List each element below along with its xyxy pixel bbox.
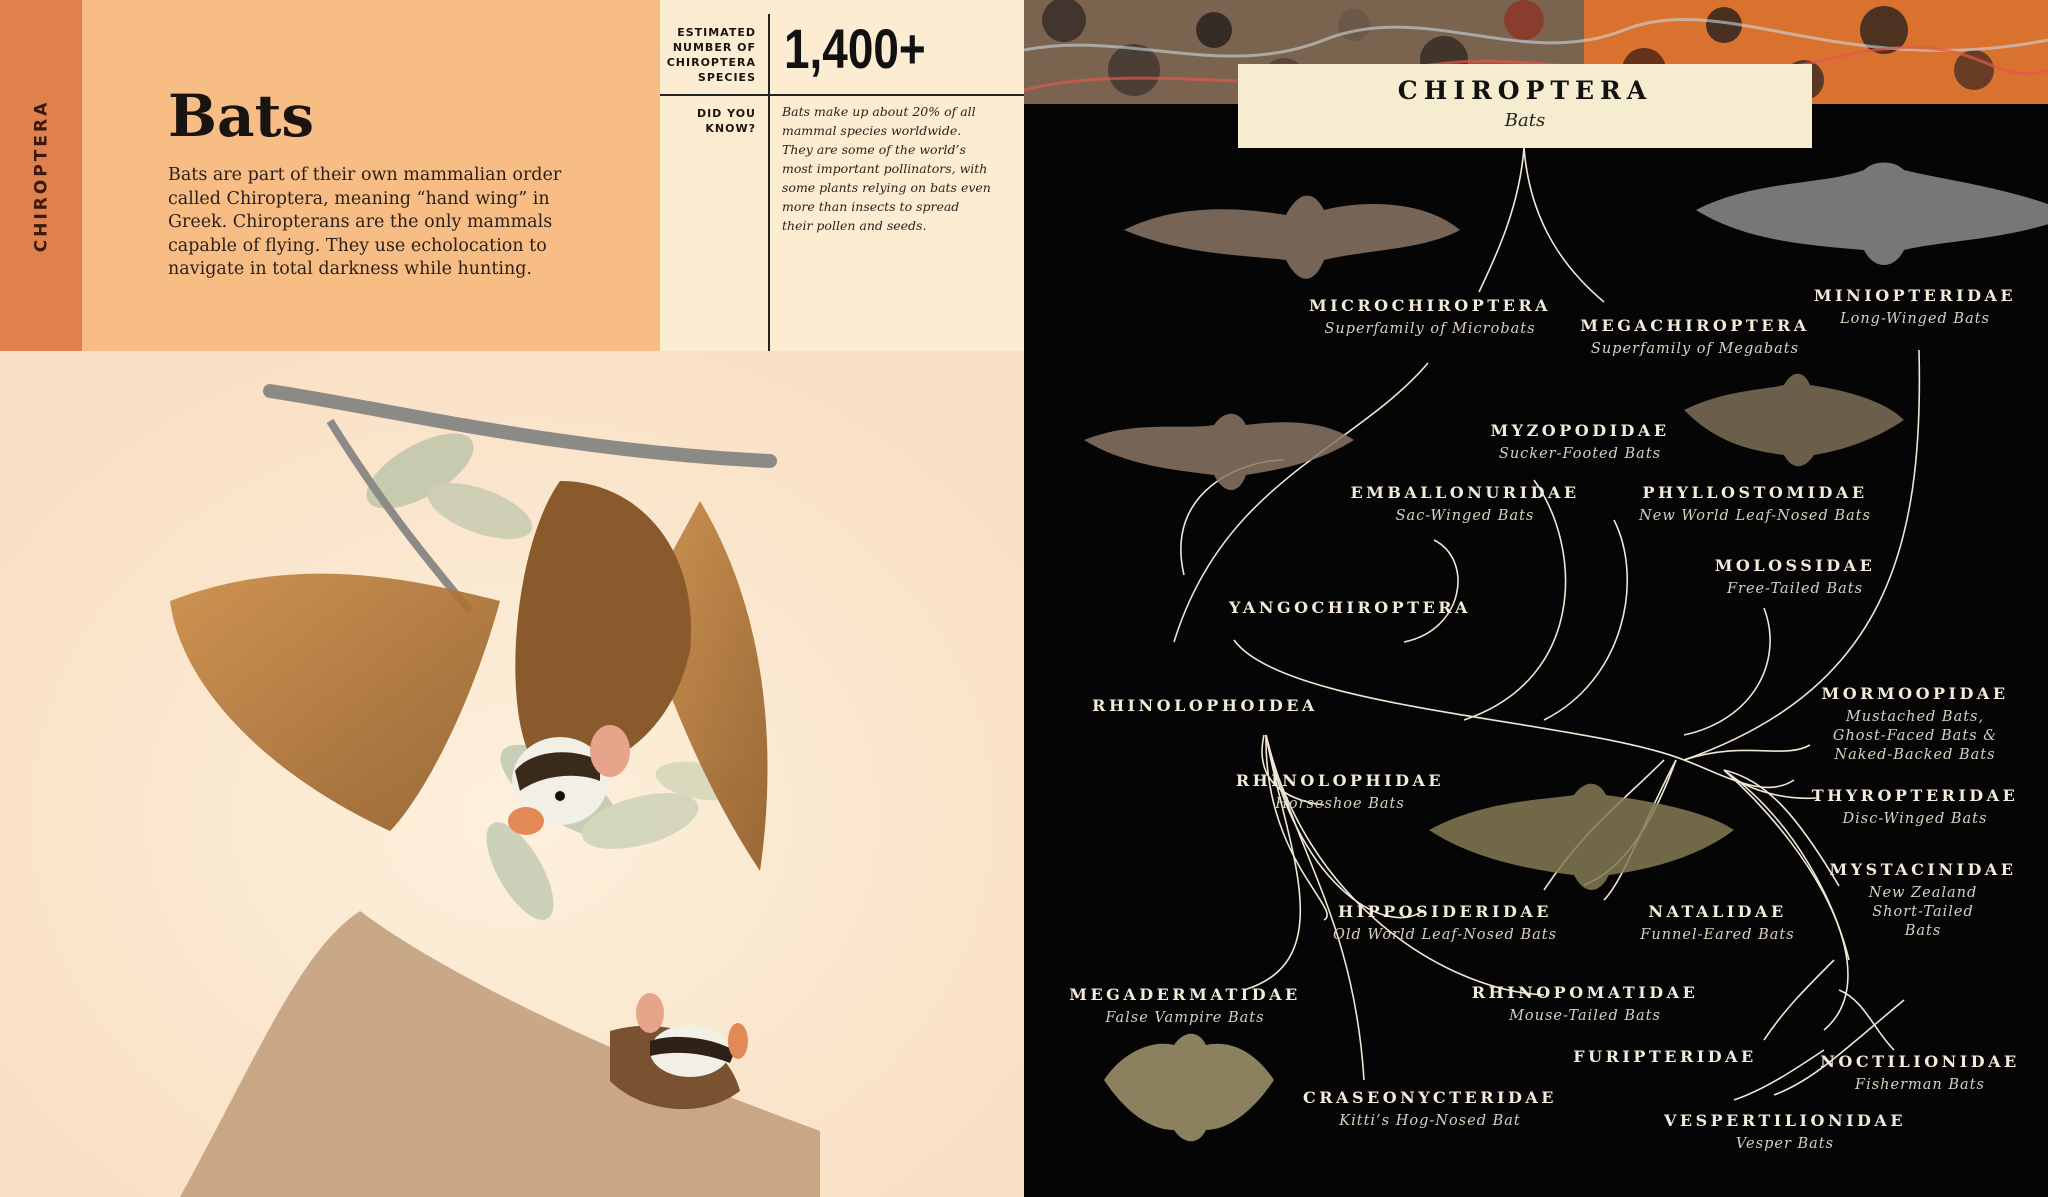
node-name: MOLOSSIDAE xyxy=(1714,556,1876,575)
node-name: YANGOCHIROPTERA xyxy=(1229,598,1471,617)
stat-label: ESTIMATED NUMBER OF CHIROPTERA SPECIES xyxy=(666,26,756,84)
node-vespertilionidae xyxy=(1650,1111,1920,1154)
header-title: CHIROPTERA xyxy=(1397,76,1653,105)
node-emballonuridae xyxy=(1340,483,1590,526)
side-tab-label: CHIROPTERA xyxy=(31,99,51,252)
node-common-name: Sac-Winged Bats xyxy=(1395,508,1535,524)
node-common-name: Superfamily of Megabats xyxy=(1590,341,1800,357)
node-common-name: Fisherman Bats xyxy=(1855,1077,1985,1093)
node-hipposideridae xyxy=(1305,902,1585,945)
fact-divider-vertical xyxy=(768,14,770,351)
node-megadermatidae xyxy=(1065,985,1305,1028)
node-name: CRASEONYCTERIDAE xyxy=(1303,1088,1557,1107)
node-microchiroptera xyxy=(1280,296,1580,339)
node-natalidae xyxy=(1620,902,1815,945)
node-common-name: Free-Tailed Bats xyxy=(1726,581,1864,597)
node-yangochiroptera xyxy=(1220,598,1480,617)
node-name: MYZOPODIDAE xyxy=(1490,421,1670,440)
node-furipteridae xyxy=(1550,1047,1780,1066)
node-common-name: Disc-Winged Bats xyxy=(1842,811,1988,827)
node-name: HIPPOSIDERIDAE xyxy=(1338,902,1552,921)
node-common-name: New World Leaf-Nosed Bats xyxy=(1639,508,1871,524)
bat-phyllostomidae xyxy=(1684,374,1904,467)
stat-value: 1,400+ xyxy=(784,17,926,80)
node-common-name: Kitti’s Hog-Nosed Bat xyxy=(1339,1113,1521,1129)
node-name: NOCTILIONIDAE xyxy=(1820,1052,2020,1071)
node-common-name: Horseshoe Bats xyxy=(1275,796,1405,812)
bat-myzopodidae xyxy=(1084,414,1354,490)
node-myzopodidae xyxy=(1455,421,1705,464)
page-title: Bats xyxy=(168,82,315,150)
node-name: FURIPTERIDAE xyxy=(1573,1047,1757,1066)
node-common-name: Vesper Bats xyxy=(1735,1136,1835,1152)
bat-miniopteridae xyxy=(1696,163,2048,266)
intro-paragraph: Bats are part of their own mammalian order called Chiroptera, meaning “hand wing” in Greek. Chiropterans are the only mammals capable of flying. They use echolocation to navigate in total darkness while hunting. xyxy=(168,165,562,279)
node-common-name: Old World Leaf-Nosed Bats xyxy=(1332,927,1558,943)
node-rhinolophidae xyxy=(1220,771,1460,814)
node-name: THYROPTERIDAE xyxy=(1811,786,2019,805)
node-name: EMBALLONURIDAE xyxy=(1350,483,1580,502)
node-craseonycteridae xyxy=(1295,1088,1565,1131)
node-rhinolophoidea xyxy=(1085,696,1325,715)
node-name: RHINOLOPHIDAE xyxy=(1235,771,1445,790)
node-molossidae xyxy=(1670,556,1920,599)
node-name: NATALIDAE xyxy=(1648,902,1787,921)
node-noctilionidae xyxy=(1810,1052,2030,1095)
node-mystacinidae xyxy=(1808,860,2038,941)
node-common-name: Funnel-Eared Bats xyxy=(1640,927,1795,943)
node-name: MYSTACINIDAE xyxy=(1829,860,2017,879)
node-name: MEGADERMATIDAE xyxy=(1069,985,1301,1004)
node-name: MINIOPTERIDAE xyxy=(1813,286,2017,305)
did-you-know-label: DID YOU KNOW? xyxy=(696,107,756,135)
node-name: PHYLLOSTOMIDAE xyxy=(1642,483,1868,502)
node-name: RHINOPOMATIDAE xyxy=(1471,983,1699,1002)
bat-microchiroptera xyxy=(1124,196,1460,279)
node-name: VESPERTILIONIDAE xyxy=(1663,1111,1907,1130)
node-name: MICROCHIROPTERA xyxy=(1308,296,1552,315)
node-common-name: Superfamily of Microbats xyxy=(1324,321,1536,337)
bat-natalidae xyxy=(1429,784,1734,890)
node-rhinopomatidae xyxy=(1460,983,1710,1026)
node-miniopteridae xyxy=(1790,286,2040,329)
node-thyropteridae xyxy=(1800,786,2030,829)
did-you-know-text: Bats make up about 20% of all mammal species worldwide. They are some of the world’s most important pollinators, with some plants relying on bats even more than insects to spread their pollen and seeds. xyxy=(782,104,991,233)
node-phyllostomidae xyxy=(1600,483,1910,526)
header-subtitle: Bats xyxy=(1504,110,1546,131)
node-name: MEGACHIROPTERA xyxy=(1580,316,1810,335)
node-common-name: New Zealand Short-Tailed Bats xyxy=(1868,885,1978,939)
node-common-name: False Vampire Bats xyxy=(1105,1010,1265,1026)
fact-divider-horizontal xyxy=(660,94,1024,96)
node-mormoopidae xyxy=(1800,684,2030,765)
node-common-name: Long-Winged Bats xyxy=(1839,311,1991,327)
bat-illustration xyxy=(0,351,1024,1197)
node-common-name: Mouse-Tailed Bats xyxy=(1509,1008,1661,1024)
node-common-name: Sucker-Footed Bats xyxy=(1498,446,1662,462)
bat-megadermatidae xyxy=(1104,1034,1274,1142)
node-common-name: Mustached Bats, Ghost-Faced Bats & Naked-Backed Bats xyxy=(1832,709,1998,763)
node-name: MORMOOPIDAE xyxy=(1821,684,2009,703)
node-name: RHINOLOPHOIDEA xyxy=(1092,696,1318,715)
